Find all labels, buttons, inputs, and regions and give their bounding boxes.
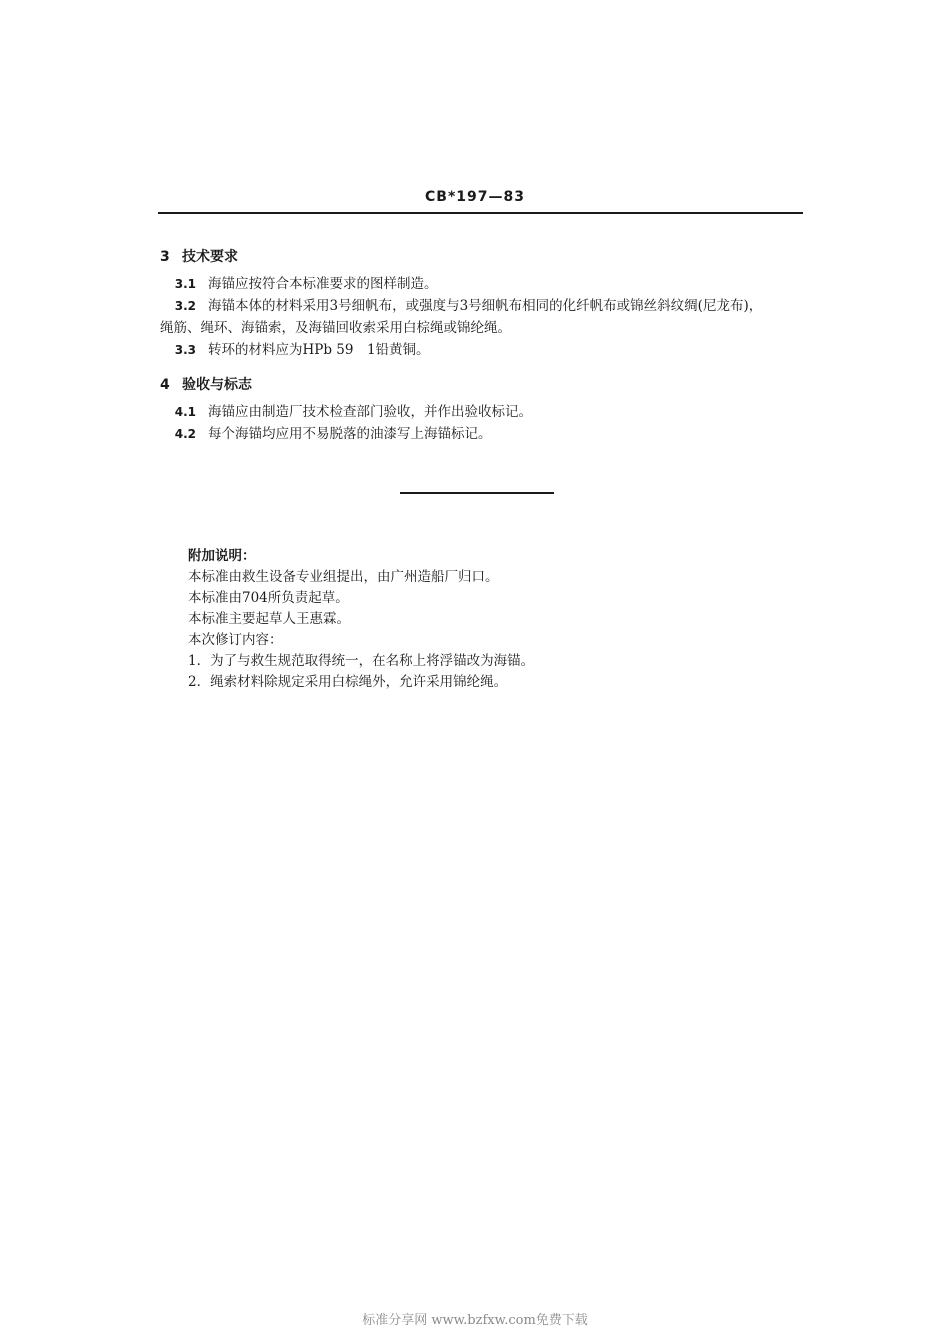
site-watermark: 标准分享网 www.bzfxw.com免费下载 xyxy=(362,1313,588,1328)
clause-text: 每个海锚均应用不易脱落的油漆写上海锚标记。 xyxy=(208,426,492,442)
clause-text-continuation: 绳筋、绳环、海锚索，及海锚回收索采用白棕绳或锦纶绳。 xyxy=(160,320,511,336)
section-title: 验收与标志 xyxy=(182,377,252,393)
clause-number: 3.3 xyxy=(174,343,196,357)
section-title: 技术要求 xyxy=(182,249,238,265)
document-code: CB*197—83 xyxy=(425,189,525,205)
clause-3-1 xyxy=(160,274,805,295)
clause-text: 海锚应按符合本标准要求的图样制造。 xyxy=(208,276,438,292)
clause-4-1 xyxy=(160,402,805,423)
clause-3-3 xyxy=(160,340,805,361)
additional-notes xyxy=(188,546,788,693)
section-heading-4 xyxy=(160,374,252,394)
notes-line: 本标准由救生设备专业组提出，由广州造船厂归口。 xyxy=(188,569,499,585)
clause-3-2 xyxy=(160,296,805,317)
clause-text: 转环的材料应为HPb 59 1铅黄铜。 xyxy=(208,342,430,358)
clause-4-2 xyxy=(160,424,805,445)
section-heading-3 xyxy=(160,246,238,266)
notes-line: 本标准由704所负责起草。 xyxy=(188,590,349,606)
section-number: 3 xyxy=(160,249,170,265)
clause-number: 3.1 xyxy=(174,277,196,291)
clause-text: 海锚应由制造厂技术检查部门验收，并作出验收标记。 xyxy=(208,404,532,420)
clause-number: 4.1 xyxy=(174,405,196,419)
notes-line: 本标准主要起草人王惠霖。 xyxy=(188,611,350,627)
clause-number: 4.2 xyxy=(174,427,196,441)
section-number: 4 xyxy=(160,377,170,393)
header-rule xyxy=(158,212,803,214)
notes-title: 附加说明： xyxy=(188,548,256,564)
notes-line: 2．绳索材料除规定采用白棕绳外，允许采用锦纶绳。 xyxy=(188,674,508,690)
end-rule xyxy=(400,492,554,494)
clause-3-2-continuation xyxy=(160,318,805,339)
clause-text: 海锚本体的材料采用3号细帆布，或强度与3号细帆布相同的化纤帆布或锦丝斜纹绸(尼龙布)， xyxy=(208,298,763,314)
notes-line: 1．为了与救生规范取得统一，在名称上将浮锚改为海锚。 xyxy=(188,653,535,669)
notes-line: 本次修订内容： xyxy=(188,632,283,648)
clause-number: 3.2 xyxy=(174,299,196,313)
